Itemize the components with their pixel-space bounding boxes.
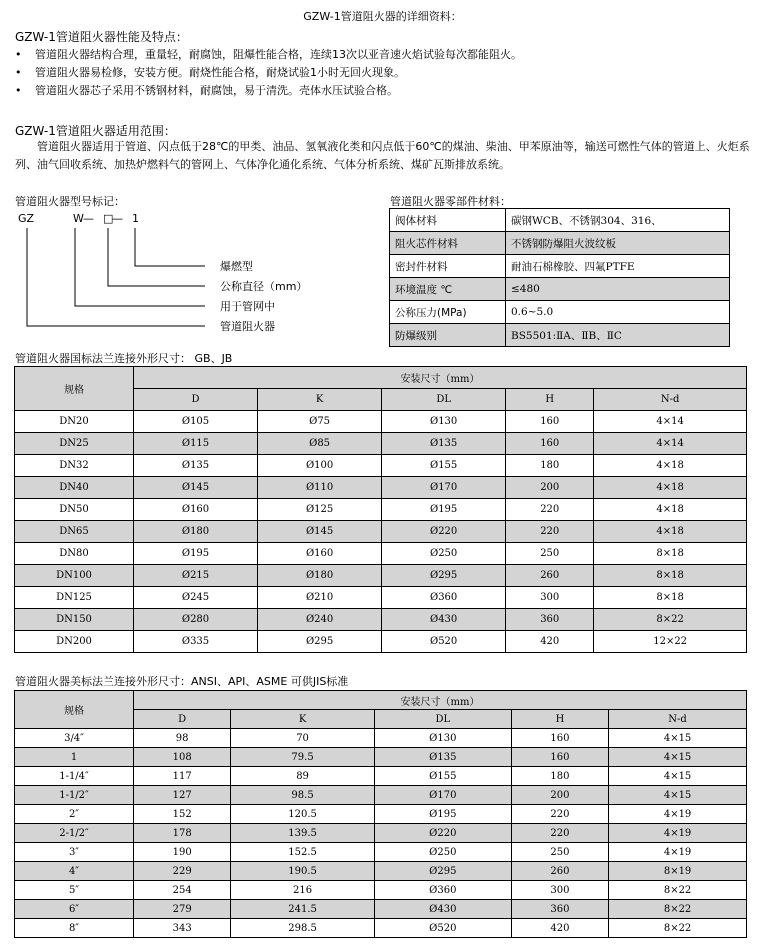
spec-cell: DN150 [15,609,134,631]
dimension-cell: 12×22 [594,631,747,653]
dimension-cell: 180 [506,455,594,477]
dimension-cell: 8×22 [609,919,747,938]
table-row [15,587,747,609]
ansi-column-header: N-d [609,710,747,729]
parts-name-cell: 公称压力(MPa) [390,301,506,324]
ansi-column-header: K [231,710,375,729]
feature-item: • 管道阻火器芯子采用不锈钢材料，耐腐蚀，易于清洗。壳体水压试验合格。 [15,82,522,100]
parts-value-cell: 不锈钢防爆阻火波纹板 [506,232,730,255]
parts-name-cell: 环境温度 ℃ [390,278,506,301]
parts-row [390,278,730,301]
dimension-cell: Ø100 [258,455,382,477]
spec-cell: DN100 [15,565,134,587]
spec-cell: DN50 [15,499,134,521]
dimension-cell: Ø430 [374,900,511,919]
spec-cell: DN200 [15,631,134,653]
dimension-cell: Ø520 [374,919,511,938]
dimension-cell: 4×19 [609,805,747,824]
dimension-cell: 79.5 [231,748,375,767]
model-label-arrester: 管道阻火器 [220,320,275,333]
dimension-cell: 8×22 [609,881,747,900]
parts-name-cell: 阀体材料 [390,209,506,232]
dimension-cell: Ø250 [374,843,511,862]
spec-cell: DN32 [15,455,134,477]
dimension-cell: 360 [506,609,594,631]
application-text: 管道阻火器适用于管道、闪点低于28℃的甲类、油品、氢氧液化类和闪点低于60℃的煤油、柴油、甲苯原油等，输送可燃性气体的管道上、火炬系列、油气回收系统、加热炉燃料气的管网上、气体净化通化系统、气体分析系统、煤矿瓦斯排放系统。 [15,140,750,171]
dimension-cell: 420 [506,631,594,653]
dimension-cell: 241.5 [231,900,375,919]
dimension-cell: 108 [134,748,231,767]
dimension-cell: 216 [231,881,375,900]
parts-table [389,208,730,347]
dimension-cell: Ø135 [134,455,258,477]
table-row [15,900,747,919]
dimension-cell: Ø335 [134,631,258,653]
gb-table-title: 管道阻火器国标法兰连接外形尺寸： GB、JB [15,352,233,365]
spec-cell: 2″ [15,805,134,824]
table-row [15,565,747,587]
dimension-cell: 4×15 [609,786,747,805]
model-code-dash1: — [83,212,94,225]
table-row [15,455,747,477]
dimension-cell: 4×14 [594,411,747,433]
table-row [15,433,747,455]
dimension-cell: Ø195 [374,805,511,824]
parts-row [390,324,730,347]
table-row [15,824,747,843]
dimension-cell: 160 [506,411,594,433]
dimension-cell: 360 [511,900,608,919]
spec-cell: 2-1/2″ [15,824,134,843]
dimension-cell: 98.5 [231,786,375,805]
dimension-cell: Ø180 [258,565,382,587]
spec-cell: 6″ [15,900,134,919]
dimension-cell: 220 [511,805,608,824]
dimension-cell: Ø210 [258,587,382,609]
dimension-cell: Ø245 [134,587,258,609]
dimension-cell: Ø360 [382,587,506,609]
dimension-cell: 220 [506,521,594,543]
dimension-cell: Ø360 [374,881,511,900]
ansi-spec-header: 规格 [15,691,134,729]
dimension-cell: 89 [231,767,375,786]
ansi-column-header: DL [374,710,511,729]
dimension-cell: 160 [511,729,608,748]
ansi-group-header: 安装尺寸（mm） [134,691,747,710]
dimension-cell: 139.5 [231,824,375,843]
dimension-cell: Ø155 [374,767,511,786]
table-row [15,631,747,653]
ansi-column-header: H [511,710,608,729]
dimension-cell: 254 [134,881,231,900]
dimension-cell: 343 [134,919,231,938]
spec-cell: DN80 [15,543,134,565]
dimension-cell: Ø75 [258,411,382,433]
dimension-cell: 4×18 [594,499,747,521]
dimension-cell: 178 [134,824,231,843]
parts-row [390,232,730,255]
table-row [15,767,747,786]
dimension-cell: Ø105 [134,411,258,433]
dimension-cell: 190 [134,843,231,862]
dimension-cell: Ø520 [382,631,506,653]
table-row [15,881,747,900]
dimension-cell: 220 [511,824,608,843]
dimension-cell: 250 [506,543,594,565]
parts-title: 管道阻火器零部件材料： [390,195,511,208]
table-row [15,543,747,565]
dimension-cell: Ø240 [258,609,382,631]
dimension-cell: 300 [506,587,594,609]
dimension-cell: 8×19 [609,862,747,881]
model-code-1: 1 [132,212,139,225]
model-label-network: 用于管网中 [220,300,275,313]
bullet-icon: • [15,48,22,61]
dimension-cell: Ø220 [374,824,511,843]
parts-row [390,255,730,278]
dimension-cell: 4×18 [594,521,747,543]
model-code-w: W [73,212,84,225]
spec-cell: 8″ [15,919,134,938]
spec-cell: 1 [15,748,134,767]
parts-value-cell: BS5501:ⅡA、ⅡB、ⅡC [506,324,730,347]
dimension-cell: Ø130 [374,729,511,748]
parts-value-cell: 0.6~5.0 [506,301,730,324]
dimension-cell: 298.5 [231,919,375,938]
dimension-cell: 120.5 [231,805,375,824]
dimension-cell: Ø220 [382,521,506,543]
dimension-cell: Ø215 [134,565,258,587]
dimension-cell: 4×15 [609,748,747,767]
dimension-cell: 152.5 [231,843,375,862]
features-title: GZW-1管道阻火器性能及特点： [15,30,188,44]
gb-column-header: D [134,389,258,411]
features-list [15,46,522,100]
dimension-cell: 8×18 [594,543,747,565]
dimension-cell: Ø125 [258,499,382,521]
parts-name-cell: 防爆级别 [390,324,506,347]
dimension-cell: 8×18 [594,565,747,587]
dimension-cell: 200 [511,786,608,805]
dimension-cell: Ø180 [134,521,258,543]
spec-cell: DN40 [15,477,134,499]
parts-row [390,209,730,232]
dimension-cell: Ø130 [382,411,506,433]
table-row [15,521,747,543]
gb-column-header: H [506,389,594,411]
parts-name-cell: 阻火芯件材料 [390,232,506,255]
feature-item: • 管道阻火器结构合理，重量轻，耐腐蚀，阻爆性能合格，连续13次以亚音速火焰试验每次都能阻火。 [15,46,522,64]
dimension-cell: Ø145 [258,521,382,543]
dimension-cell: 4×15 [609,767,747,786]
dimension-cell: Ø135 [382,433,506,455]
model-label-diameter: 公称直径（mm） [220,280,308,293]
dimension-cell: Ø110 [258,477,382,499]
dimension-cell: 200 [506,477,594,499]
spec-cell: DN65 [15,521,134,543]
dimension-cell: 260 [511,862,608,881]
dimension-cell: 4×18 [594,477,747,499]
spec-cell: DN20 [15,411,134,433]
dimension-cell: Ø145 [134,477,258,499]
model-diagram [15,208,345,340]
gb-dimension-table [14,366,747,653]
table-row [15,862,747,881]
dimension-cell: Ø195 [134,543,258,565]
dimension-cell: 4×19 [609,824,747,843]
model-code-dash2: — [112,212,123,225]
dimension-cell: Ø280 [134,609,258,631]
dimension-cell: 260 [506,565,594,587]
dimension-cell: 160 [506,433,594,455]
dimension-cell: 8×22 [594,609,747,631]
ansi-column-header: D [134,710,231,729]
dimension-cell: 420 [511,919,608,938]
spec-cell: DN125 [15,587,134,609]
dimension-cell: Ø160 [134,499,258,521]
dimension-cell: 279 [134,900,231,919]
dimension-cell: 4×15 [609,729,747,748]
dimension-cell: 117 [134,767,231,786]
dimension-cell: 8×22 [609,900,747,919]
dimension-cell: 180 [511,767,608,786]
spec-cell: 3/4″ [15,729,134,748]
model-title: 管道阻火器型号标记： [15,195,125,208]
gb-column-header: N-d [594,389,747,411]
dimension-cell: 4×19 [609,843,747,862]
gb-spec-header: 规格 [15,367,134,411]
table-row [15,786,747,805]
table-row [15,411,747,433]
dimension-cell: Ø250 [382,543,506,565]
dimension-cell: 250 [511,843,608,862]
dimension-cell: Ø430 [382,609,506,631]
dimension-cell: Ø135 [374,748,511,767]
table-row [15,843,747,862]
dimension-cell: Ø170 [382,477,506,499]
spec-cell: DN25 [15,433,134,455]
dimension-cell: 300 [511,881,608,900]
dimension-cell: Ø115 [134,433,258,455]
bullet-icon: • [15,84,22,97]
model-code-gz: GZ [18,212,35,225]
gb-group-header: 安装尺寸（mm） [134,367,747,389]
table-row [15,748,747,767]
table-row [15,609,747,631]
gb-column-header: DL [382,389,506,411]
table-row [15,477,747,499]
dimension-cell: Ø155 [382,455,506,477]
model-code-box: □ [103,212,114,225]
bullet-icon: • [15,66,22,79]
dimension-cell: Ø295 [374,862,511,881]
dimension-cell: Ø295 [382,565,506,587]
ansi-table-title: 管道阻火器美标法兰连接外形尺寸：ANSI、API、ASME 可供JIS标准 [15,675,349,688]
dimension-cell: 4×18 [594,455,747,477]
application-title: GZW-1管道阻火器适用范围： [15,124,176,138]
spec-cell: 1-1/2″ [15,786,134,805]
table-row [15,919,747,938]
parts-value-cell: ≤480 [506,278,730,301]
dimension-cell: 4×14 [594,433,747,455]
page-title: GZW-1管道阻火器的详细资料： [303,10,462,23]
dimension-cell: Ø195 [382,499,506,521]
dimension-cell: 98 [134,729,231,748]
feature-item: • 管道阻火器易检修，安装方便。耐烧性能合格，耐烧试验1小时无回火现象。 [15,64,522,82]
dimension-cell: 152 [134,805,231,824]
dimension-cell: 229 [134,862,231,881]
parts-name-cell: 密封件材料 [390,255,506,278]
dimension-cell: 70 [231,729,375,748]
table-row [15,805,747,824]
dimension-cell: Ø295 [258,631,382,653]
model-label-type: 爆燃型 [220,260,253,273]
parts-row [390,301,730,324]
table-row [15,499,747,521]
spec-cell: 3″ [15,843,134,862]
spec-cell: 1-1/4″ [15,767,134,786]
ansi-dimension-table [14,690,747,938]
dimension-cell: Ø170 [374,786,511,805]
parts-value-cell: 耐油石棉橡胶、四氟PTFE [506,255,730,278]
dimension-cell: 190.5 [231,862,375,881]
model-leader-lines [27,228,205,326]
dimension-cell: 8×18 [594,587,747,609]
spec-cell: 5″ [15,881,134,900]
dimension-cell: 160 [511,748,608,767]
spec-cell: 4″ [15,862,134,881]
gb-column-header: K [258,389,382,411]
table-row [15,729,747,748]
dimension-cell: 220 [506,499,594,521]
parts-value-cell: 碳钢WCB、不锈钢304、316、 [506,209,730,232]
dimension-cell: Ø85 [258,433,382,455]
dimension-cell: 127 [134,786,231,805]
dimension-cell: Ø160 [258,543,382,565]
